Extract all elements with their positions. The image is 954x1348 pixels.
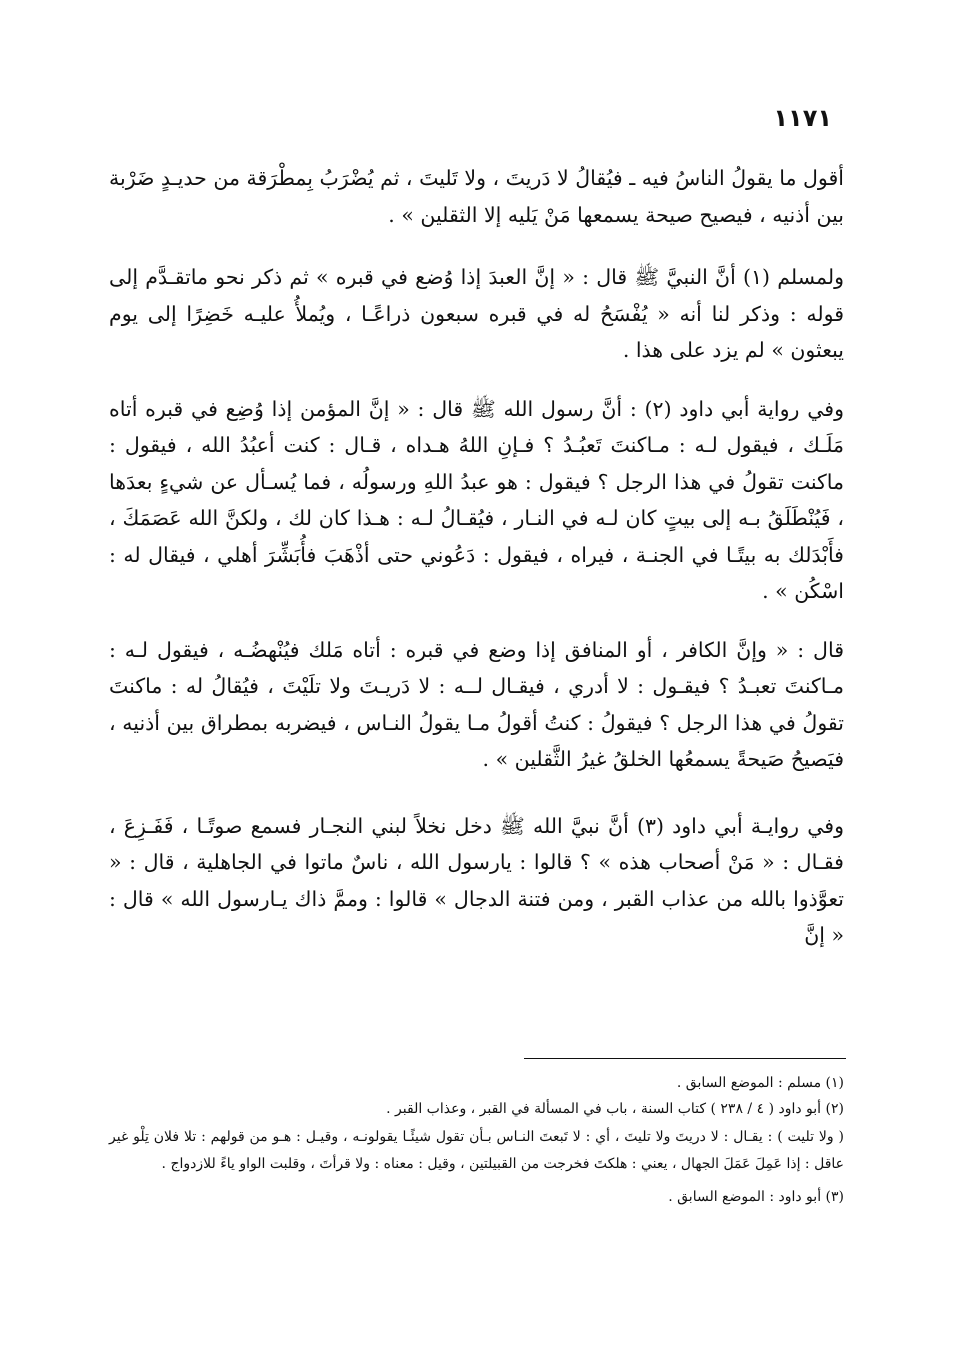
page-number: ١١٧١ (773, 104, 832, 132)
main-text (109, 160, 844, 974)
paragraph-4: قال : « وإنَّ الكافر ، أو المنافق إذا وضع في قبره : أتاه مَلك فيُنْهضُـه ، فيقول لـه : مـاكنتَ تعبـدُ ؟ فيقـول : لا أدري ، فيقـال لــه : لا دَريـتَ ولا تلَيْتَ ، فيُقالُ له : ماكنتَ تقولُ في هذا الرجل ؟ فيقولُ : كنتُ أقولُ مـا يقولُ النـاس ، فيضربه بمطراق بين أذنيه ، فيَصيحُ صَيحةً يسمعُها الخلقُ غيرُ الثَّقلين » . (109, 637, 844, 771)
paragraph-5: وفي روايـة أبي داود (٣) أنَّ نبيَّ الله ﷺ دخل نخلاً لبني النجـار فسمع صوتًـا ، فَفَـزِعَ ، فقـال : « مَنْ أصحاب هذه » ؟ قالوا : يارسول الله ، ناسٌ ماتوا في الجاهلية ، قال : « تعوَّذوا بالله من عذاب القبر ، ومن فتنة الدجال » قالوا : وممَّ ذاك يـارسول الله » قال : « إنَّ (109, 813, 844, 947)
paragraph-1: أقول ما يقولُ الناسُ فيه ـ فيُقالُ لا دَريتَ ، ولا تَليتَ ، ثم يُضْرَبُ بِمطْرَقة من حديـدٍ ضَرْبة بين أذنيه ، فيصيح صيحة يسمعها مَنْ يَليه إلا الثقلين » . (109, 166, 844, 227)
footnote-3: (٣) أبو داود : الموضع السابق . (668, 1189, 844, 1205)
footnote-gloss: ( ولا تليت ) : يقـال : لا دريتَ ولا تليتَ ، أي : لا تَبعتَ النـاس بـأن تقول شيئًـا يقولونـه ، وقيـل : هـو من قولهم : تلا فلان تِلْو غير عاقل : إذا عَمِلَ عَمَلَ الجهال ، يعني : هلكتَ فخرجت من القبيلتين ، وقيل : معناه : ولا قرأتَ ، وقلبت الواو ياءً للازدواج . (109, 1129, 844, 1172)
footnote-divider (524, 1058, 846, 1059)
footnote-2: (٢) أبو داود ( ٤ / ٢٣٨ ) كتاب السنة ، باب في المسألة في القبر ، وعذاب القبر . (386, 1101, 844, 1117)
footnote-1: (١) مسلم : الموضع السابق . (676, 1075, 844, 1091)
footnotes (109, 1070, 844, 1210)
paragraph-2: ولمسلم (١) أنَّ النبيَّ ﷺ قال : « إنَّ العبدَ إذا وُضع في قبره » ثم ذكر نحو ماتقـدَّم إلى قوله : وذكر لنا أنه « يُفْسَحُ له في قبره سبعون ذراعًـا ، ويُملأُ عليـه خَضِرًا إلى يوم يبعثون » لم يزد على هذا . (109, 265, 844, 362)
paragraph-3: وفي رواية أبي داود (٢) : أنَّ رسول الله ﷺ قال : « إنَّ المؤمن إذا وُضِع في قبره أتاه مَلَـك ، فيقول لـه : مـاكنتَ تَعبُـدُ ؟ فـإنِ اللهُ هـداه ، قـال : كنت أعبُدُ الله ، فيقول : ماكنت تقولُ في هذا الرجل ؟ فيقول : هو عبدُ اللهِ ورسولُه ، فما يُسـأل عن شيءٍ بعدَها ، فَيُنْطَلَقُ بـه إلى بيتٍ كان لـه في النـار ، فيُقـالُ لـه : هـذا كان لك ، ولكنَّ الله عَصَمَكَ ، فأَبْدَلك به بيتًـا في الجنـة ، فيراه ، فيقول : دَعُوني حتى أذْهَبَ فأُبَشِّرَ أهلي ، فيقال له : اسْكُن » . (109, 396, 844, 603)
